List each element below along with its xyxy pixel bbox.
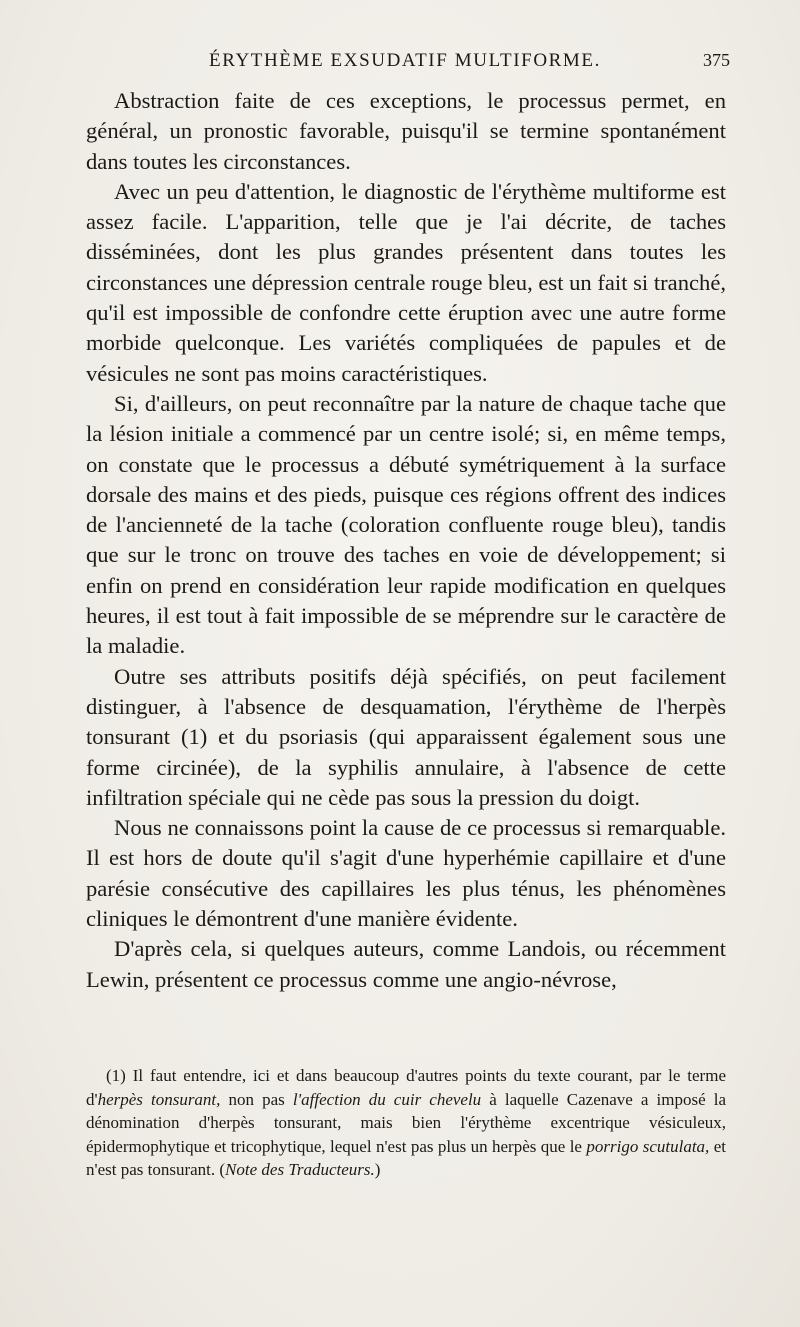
paragraph: Abstraction faite de ces exceptions, le processus permet, en général, un pronostic favorable, puisqu'il se termine spontanément dans toutes les circonstances. (86, 88, 726, 174)
paragraph: Nous ne connaissons point la cause de ce processus si remarquable. Il est hors de doute qu'il s'agit d'une hyperhémie capillaire et d'une parésie consécutive des capillaires les plus ténus, les phénomènes cliniques le démontrent d'une manière évidente. (86, 815, 726, 932)
footnote-segment: (1) Il faut entendre, ici et dans beaucoup d'autres points du texte courant, par le terme d' (86, 1066, 726, 1109)
paragraph: Avec un peu d'attention, le diagnostic de l'érythème multiforme est assez facile. L'apparition, telle que je l'ai décrite, de taches disséminées, dont les plus grandes présentent dans toutes les circonstances une dépression centrale rouge bleu, est un fait si tranché, qu'il est impossible de confondre cette éruption avec une autre forme morbide quelconque. Les variétés compliquées de papules et de vésicules ne sont pas moins caractéristiques. (86, 178, 726, 386)
footnote-italic: l'affection du cuir chevelu (292, 1089, 482, 1109)
footnote-italic: Note des Traducteurs. (225, 1160, 375, 1179)
footnote-segment: à laquelle Cazenave a imposé la dénomination d'herpès tonsurant, mais bien l'érythème excentrique vésiculeux, épidermophytique et tricophytique, lequel n'est pas plus un herpès que le (86, 1089, 726, 1156)
running-title: ÉRYTHÈME EXSUDATIF MULTIFORME. (209, 50, 601, 71)
paragraph: Si, d'ailleurs, on peut reconnaître par la nature de chaque tache que la lésion initiale a commencé par un centre isolé; si, en même temps, on constate que le processus a débuté symétriquement à la surface dorsale des mains et des pieds, puisque ces régions offrent des indices de l'ancienneté de la tache (coloration confluente rouge bleu), tandis que sur le tronc on trouve des taches en voie de développement; si enfin on prend en considération leur rapide modification en quelques heures, il est tout à fait impossible de se méprendre sur le caractère de la maladie. (86, 390, 726, 659)
footnote (86, 1064, 726, 1182)
footnote-text (86, 1064, 726, 1182)
footnote-italic: porrigo scutulata, (586, 1136, 710, 1156)
footnote-italic: herpès tonsurant, (97, 1089, 221, 1109)
paragraph: D'après cela, si quelques auteurs, comme Landois, ou récemment Lewin, présentent ce processus comme une angio-névrose, (86, 936, 726, 992)
footnote-segment: et n'est pas tonsurant. ( (86, 1136, 726, 1179)
page-number: 375 (703, 50, 730, 70)
footnote-segment: ) (374, 1160, 381, 1179)
main-text (86, 86, 726, 995)
page-header (80, 50, 730, 74)
paragraph: Outre ses attributs positifs déjà spécifiés, on peut facilement distinguer, à l'absence de desquamation, l'érythème de l'herpès tonsurant (1) et du psoriasis (qui apparaissent également sous une forme circinée), de la syphilis annulaire, à l'absence de cette infiltration spéciale qui ne cède pas sous la pression du doigt. (86, 663, 726, 810)
footnote-segment: non pas (220, 1089, 293, 1109)
